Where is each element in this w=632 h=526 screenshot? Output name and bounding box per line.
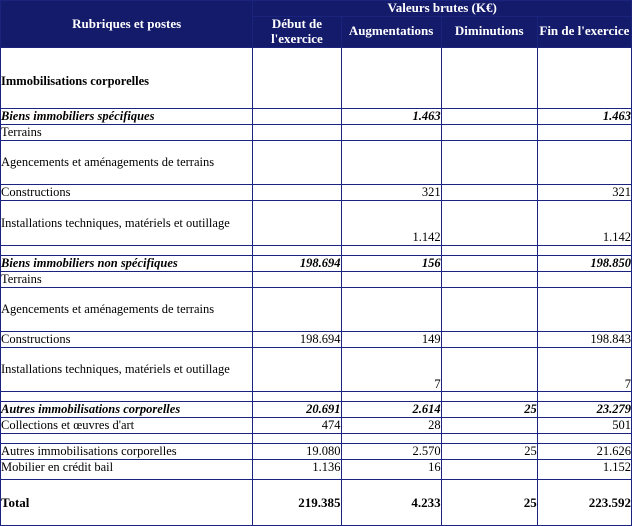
row-value-augmentations: 1.463 xyxy=(341,109,441,125)
row-value-debut: 198.694 xyxy=(253,331,341,347)
row-value-fin: 198.843 xyxy=(537,331,631,347)
row-label: Terrains xyxy=(1,271,253,287)
row-value-fin xyxy=(537,141,631,185)
row-value-fin: 23.279 xyxy=(537,402,631,418)
row-value-diminutions xyxy=(441,434,537,444)
row-value-fin xyxy=(537,434,631,444)
row-value-fin: 7 xyxy=(537,347,631,391)
row-label xyxy=(1,434,253,444)
header-rubriques-et-postes: Rubriques et postes xyxy=(1,1,253,48)
row-value-augmentations xyxy=(341,141,441,185)
header-col-diminutions: Diminutions xyxy=(441,16,537,47)
row-value-debut xyxy=(253,47,341,108)
table-body xyxy=(1,47,632,525)
row-label: Agencements et aménagements de terrains xyxy=(1,287,253,331)
row-label: Terrains xyxy=(1,125,253,141)
table-row xyxy=(1,47,632,108)
row-value-augmentations xyxy=(341,47,441,108)
row-value-diminutions xyxy=(441,47,537,108)
row-value-fin: 198.850 xyxy=(537,255,631,271)
row-label: Installations techniques, matériels et outillage xyxy=(1,201,253,245)
row-value-augmentations xyxy=(341,392,441,402)
row-value-fin: 1.152 xyxy=(537,460,631,480)
row-value-diminutions xyxy=(441,201,537,245)
table-row-spacer xyxy=(1,392,632,402)
table-row-spacer xyxy=(1,245,632,255)
row-label xyxy=(1,392,253,402)
row-value-fin: 1.142 xyxy=(537,201,631,245)
row-value-diminutions xyxy=(441,418,537,434)
table-total-row xyxy=(1,480,632,526)
row-value-diminutions xyxy=(441,331,537,347)
row-value-diminutions xyxy=(441,185,537,201)
row-value-augmentations xyxy=(341,125,441,141)
row-value-augmentations: 7 xyxy=(341,347,441,391)
row-value-augmentations: 321 xyxy=(341,185,441,201)
row-value-debut xyxy=(253,347,341,391)
row-label: Collections et œuvres d'art xyxy=(1,418,253,434)
row-label: Agencements et aménagements de terrains xyxy=(1,141,253,185)
row-value-diminutions: 25 xyxy=(441,444,537,460)
row-value-fin xyxy=(537,392,631,402)
row-value-diminutions xyxy=(441,271,537,287)
row-value-debut xyxy=(253,271,341,287)
total-value-augmentations: 4.233 xyxy=(341,480,441,526)
row-value-diminutions xyxy=(441,460,537,480)
row-value-diminutions xyxy=(441,392,537,402)
row-value-debut: 474 xyxy=(253,418,341,434)
row-label xyxy=(1,245,253,255)
row-value-diminutions: 25 xyxy=(441,402,537,418)
header-col-fin-exercice: Fin de l'exercice xyxy=(537,16,631,47)
table-row xyxy=(1,418,632,434)
header-col-debut-exercice: Début de l'exercice xyxy=(253,16,341,47)
row-value-augmentations xyxy=(341,271,441,287)
row-value-augmentations: 149 xyxy=(341,331,441,347)
row-value-debut xyxy=(253,141,341,185)
row-label: Autres immobilisations corporelles xyxy=(1,444,253,460)
table-row xyxy=(1,402,632,418)
row-value-debut xyxy=(253,245,341,255)
table-row-spacer xyxy=(1,434,632,444)
table-row xyxy=(1,201,632,245)
row-label: Constructions xyxy=(1,331,253,347)
row-value-augmentations: 1.142 xyxy=(341,201,441,245)
row-value-diminutions xyxy=(441,109,537,125)
row-value-fin xyxy=(537,47,631,108)
row-value-debut: 1.136 xyxy=(253,460,341,480)
total-value-diminutions: 25 xyxy=(441,480,537,526)
row-value-debut: 20.691 xyxy=(253,402,341,418)
row-value-debut xyxy=(253,392,341,402)
row-value-augmentations: 2.614 xyxy=(341,402,441,418)
table-row xyxy=(1,109,632,125)
table-header xyxy=(1,1,632,48)
table-row xyxy=(1,460,632,480)
row-value-augmentations: 28 xyxy=(341,418,441,434)
row-value-fin xyxy=(537,125,631,141)
row-value-augmentations xyxy=(341,287,441,331)
row-value-debut xyxy=(253,201,341,245)
row-value-debut xyxy=(253,109,341,125)
row-value-fin xyxy=(537,245,631,255)
row-label: Mobilier en crédit bail xyxy=(1,460,253,480)
row-label: Installations techniques, matériels et outillage xyxy=(1,347,253,391)
row-value-augmentations: 156 xyxy=(341,255,441,271)
table-row xyxy=(1,185,632,201)
row-value-debut xyxy=(253,125,341,141)
row-value-augmentations xyxy=(341,245,441,255)
row-value-diminutions xyxy=(441,245,537,255)
table-row xyxy=(1,444,632,460)
row-value-diminutions xyxy=(441,255,537,271)
row-value-diminutions xyxy=(441,287,537,331)
row-value-diminutions xyxy=(441,347,537,391)
total-value-fin: 223.592 xyxy=(537,480,631,526)
header-valeurs-brutes: Valeurs brutes (K€) xyxy=(253,1,632,17)
row-value-debut: 19.080 xyxy=(253,444,341,460)
row-label: Autres immobilisations corporelles xyxy=(1,402,253,418)
row-label: Constructions xyxy=(1,185,253,201)
row-value-debut xyxy=(253,287,341,331)
table-row xyxy=(1,141,632,185)
row-value-debut: 198.694 xyxy=(253,255,341,271)
header-row-group xyxy=(1,1,632,17)
row-value-augmentations xyxy=(341,434,441,444)
row-value-diminutions xyxy=(441,125,537,141)
row-value-fin: 1.463 xyxy=(537,109,631,125)
total-value-debut: 219.385 xyxy=(253,480,341,526)
row-value-debut xyxy=(253,185,341,201)
table-row xyxy=(1,271,632,287)
total-label: Total xyxy=(1,480,253,526)
row-label: Biens immobiliers non spécifiques xyxy=(1,255,253,271)
row-value-fin: 321 xyxy=(537,185,631,201)
row-label: Immobilisations corporelles xyxy=(1,47,253,108)
row-value-diminutions xyxy=(441,141,537,185)
row-value-augmentations: 16 xyxy=(341,460,441,480)
table-row xyxy=(1,347,632,391)
table-row xyxy=(1,255,632,271)
table-row xyxy=(1,331,632,347)
row-value-fin: 21.626 xyxy=(537,444,631,460)
header-col-augmentations: Augmentations xyxy=(341,16,441,47)
row-value-debut xyxy=(253,434,341,444)
row-value-fin: 501 xyxy=(537,418,631,434)
row-value-fin xyxy=(537,287,631,331)
table-row xyxy=(1,287,632,331)
row-value-augmentations: 2.570 xyxy=(341,444,441,460)
row-value-fin xyxy=(537,271,631,287)
row-label: Biens immobiliers spécifiques xyxy=(1,109,253,125)
table-row xyxy=(1,125,632,141)
